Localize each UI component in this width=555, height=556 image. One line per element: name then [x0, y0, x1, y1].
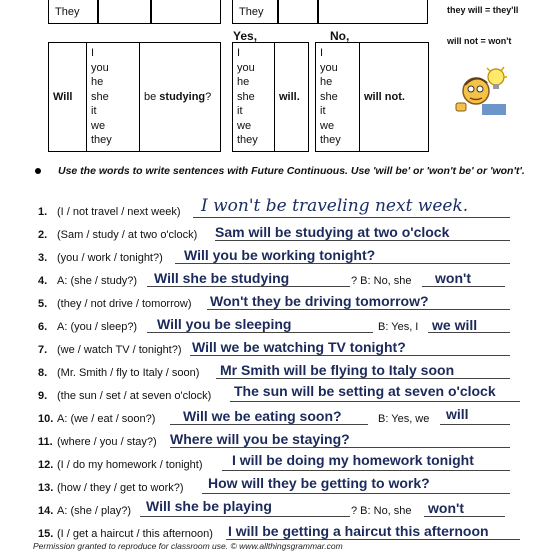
answer-line[interactable] [193, 217, 510, 218]
pronoun-question_table-3: she [91, 90, 109, 103]
pronoun-no_table-1: you [320, 61, 338, 74]
thinking-man-lightbulb-icon [452, 63, 512, 115]
exercise-response-prompt: ? B: No, she [351, 275, 412, 287]
bullet-icon [35, 168, 41, 174]
exercise-row [0, 265, 555, 289]
handwritten-answer: Won't they be driving tomorrow? [210, 293, 429, 309]
exercise-number: 1. [38, 206, 48, 218]
pronoun-no_table-4: it [320, 105, 326, 118]
handwritten-short-answer: we will [432, 317, 478, 333]
exercise-number: 9. [38, 390, 48, 402]
answer-line[interactable] [207, 309, 510, 310]
instructions-text: Use the words to write sentences with Future Continuous. Use 'will be' or 'won't be' or 'won't'. [58, 165, 525, 177]
verb-ing-form: studying [159, 91, 206, 103]
answer-line[interactable] [147, 332, 373, 333]
exercise-row [0, 403, 555, 427]
handwritten-answer: Will you be working tonight? [184, 247, 376, 263]
pronoun-list-cell-no [316, 43, 360, 152]
pronoun-no_table-2: he [320, 76, 333, 89]
exercise-number: 15. [38, 528, 54, 540]
answer-line[interactable] [147, 286, 350, 287]
answer-line[interactable] [216, 378, 510, 379]
exercise-number: 11. [38, 436, 53, 448]
exercise-row [0, 518, 555, 542]
pronoun-question_table-5: we [91, 119, 106, 132]
answer-line[interactable] [170, 447, 510, 448]
exercise-response-prompt: B: Yes, we [378, 413, 430, 425]
pronoun-question_table-1: you [91, 61, 109, 74]
handwritten-answer: I won't be traveling next week. [201, 196, 469, 216]
question-form-table [48, 42, 221, 152]
yes-header: Yes, [233, 29, 258, 43]
pronoun-no_table-3: she [320, 90, 338, 103]
pronoun-question_table-6: they [91, 134, 112, 147]
exercise-response-prompt: ? B: No, she [351, 505, 412, 517]
exercise-row [0, 472, 555, 496]
exercise-prompt: A: (we / eat / soon?) [57, 413, 156, 425]
exercise-prompt: A: (she / study?) [57, 275, 138, 287]
no-answer-table [315, 42, 429, 152]
exercise-prompt: (how / they / get to work?) [57, 482, 184, 494]
exercise-number: 5. [38, 298, 48, 310]
exercise-number: 3. [38, 252, 48, 264]
exercise-row [0, 311, 555, 335]
exercise-row [0, 495, 555, 519]
handwritten-short-answer: won't [435, 270, 471, 286]
exercise-row [0, 449, 555, 473]
exercise-row [0, 334, 555, 358]
exercise-prompt: (we / watch TV / tonight?) [57, 344, 182, 356]
pronoun-no_table-5: we [320, 119, 335, 132]
exercise-prompt: (Sam / study / at two o'clock) [57, 229, 198, 241]
answer-line[interactable] [202, 493, 510, 494]
exercise-row [0, 219, 555, 243]
exercise-response-prompt: B: Yes, I [378, 321, 419, 333]
handwritten-short-answer: won't [428, 500, 464, 516]
exercise-prompt: A: (she / play?) [57, 505, 131, 517]
handwritten-answer: Will we be watching TV tonight? [192, 339, 406, 355]
handwritten-answer: Sam will be studying at two o'clock [215, 224, 450, 240]
exercise-prompt: (Mr. Smith / fly to Italy / soon) [57, 367, 200, 379]
exercise-prompt: (I / not travel / next week) [57, 206, 181, 218]
exercise-row [0, 426, 555, 450]
exercise-prompt: (you / work / tonight?) [57, 252, 163, 264]
handwritten-short-answer: will [446, 406, 469, 422]
answer-line[interactable] [175, 263, 510, 264]
handwritten-answer: I will be getting a haircut this afternoon [228, 523, 489, 539]
verb-cell: be studying? [140, 43, 221, 152]
handwritten-answer: Will you be sleeping [157, 316, 292, 332]
exercise-number: 8. [38, 367, 48, 379]
pronoun-yes_table-6: they [237, 134, 258, 147]
exercise-row [0, 357, 555, 381]
handwritten-answer: Mr Smith will be flying to Italy soon [220, 362, 455, 378]
exercise-prompt: (I / get a haircut / this afternoon) [57, 528, 213, 540]
answer-line[interactable] [140, 516, 350, 517]
handwritten-answer: Where will you be staying? [170, 431, 350, 447]
exercise-number: 12. [38, 459, 54, 471]
exercise-number: 4. [38, 275, 48, 287]
exercise-row [0, 380, 555, 404]
copyright-footer: Permission granted to reproduce for classroom use. © www.allthingsgrammar.com [33, 541, 343, 551]
answer-line-short[interactable] [424, 516, 505, 517]
pronoun-yes_table-3: she [237, 90, 255, 103]
pronoun-question_table-0: I [91, 46, 95, 59]
yes-answer-table [232, 42, 309, 152]
will-short-answer-cell: will. [275, 43, 309, 152]
answer-line-short[interactable] [422, 286, 505, 287]
no-header: No, [330, 29, 350, 43]
exercise-prompt: (I / do my homework / tonight) [57, 459, 203, 471]
answer-line[interactable] [215, 240, 510, 241]
pronoun-no_table-0: I [320, 46, 324, 59]
exercise-prompt: A: (you / sleep?) [57, 321, 138, 333]
answer-line[interactable] [170, 424, 368, 425]
exercise-number: 7. [38, 344, 48, 356]
exercise-number: 2. [38, 229, 48, 241]
pronoun-list-cell [87, 43, 140, 152]
exercise-prompt: (they / not drive / tomorrow) [57, 298, 192, 310]
pronoun-yes_table-4: it [237, 105, 243, 118]
answer-line-short[interactable] [440, 424, 510, 425]
pronoun-yes_table-1: you [237, 61, 255, 74]
exercise-row [0, 196, 555, 220]
contraction-will-not-note: will not = won't [447, 36, 512, 46]
pronoun-yes_table-0: I [237, 46, 241, 59]
answer-line[interactable] [230, 401, 520, 402]
pronoun-question_table-4: it [91, 105, 97, 118]
top-mid-table-fragment [232, 0, 428, 24]
answer-line[interactable] [190, 355, 510, 356]
exercise-prompt: (the sun / set / at seven o'clock) [57, 390, 212, 402]
handwritten-answer: Will she be studying [154, 270, 290, 286]
handwritten-answer: Will she be playing [146, 498, 272, 514]
exercise-number: 10. [38, 413, 54, 425]
pronoun-list-cell-yes [233, 43, 275, 152]
handwritten-answer: Will we be eating soon? [183, 408, 342, 424]
pronoun-yes_table-2: he [237, 76, 250, 89]
pronoun-question_table-2: he [91, 76, 104, 89]
pronoun-they-fragment-2: They [239, 6, 264, 18]
exercise-number: 13. [38, 482, 54, 494]
exercise-prompt: (where / you / stay?) [57, 436, 157, 448]
pronoun-they-fragment: They [55, 6, 80, 18]
top-left-table-fragment [48, 0, 221, 24]
pronoun-yes_table-5: we [237, 119, 252, 132]
exercise-number: 14. [38, 505, 54, 517]
answer-line[interactable] [222, 470, 510, 471]
exercise-number: 6. [38, 321, 48, 333]
exercise-row [0, 288, 555, 312]
pronoun-no_table-6: they [320, 134, 341, 147]
exercise-row [0, 242, 555, 266]
handwritten-answer: I will be doing my homework tonight [232, 452, 474, 468]
will-not-short-answer-cell: will not. [360, 43, 429, 152]
handwritten-answer: The sun will be setting at seven o'clock [234, 383, 496, 399]
contraction-will-note: they will = they'll [447, 5, 519, 15]
answer-line[interactable] [226, 539, 520, 540]
will-aux-cell: Will [49, 43, 87, 152]
handwritten-answer: How will they be getting to work? [208, 475, 430, 491]
